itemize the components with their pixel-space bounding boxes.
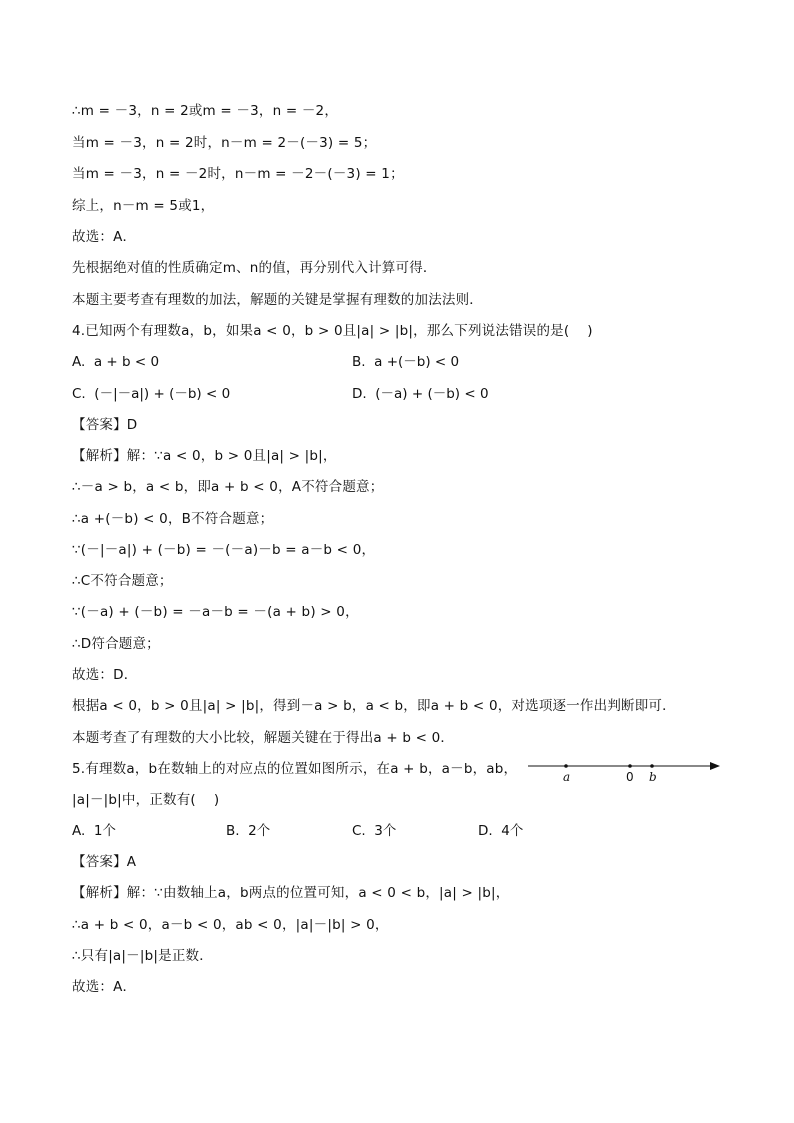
number-line-arrow bbox=[710, 762, 720, 770]
text-line: ∴－a > b，a < b，即a + b < 0，A不符合题意； bbox=[72, 479, 384, 495]
point-b bbox=[650, 764, 654, 768]
label-zero: 0 bbox=[626, 770, 634, 784]
number-line bbox=[528, 754, 728, 784]
q4-option-a: A. a + b < 0 bbox=[72, 354, 160, 370]
text-line: 当m = －3，n = 2时，n－m = 2－(－3) = 5； bbox=[72, 135, 377, 151]
q5-option-a: A. 1个 bbox=[72, 823, 116, 839]
text-line: 综上，n－m = 5或1， bbox=[72, 198, 215, 214]
text-line: 本题考查了有理数的大小比较，解题关键在于得出a + b < 0． bbox=[72, 730, 455, 746]
analysis-4: 【解析】解：∵a < 0，b > 0且|a| > |b|， bbox=[72, 448, 337, 464]
point-a bbox=[564, 764, 568, 768]
text-line: 故选：A． bbox=[72, 979, 137, 995]
q5-option-d: D. 4个 bbox=[478, 823, 524, 839]
text-line: 本题主要考查有理数的加法，解题的关键是掌握有理数的加法法则． bbox=[72, 292, 483, 308]
text-line: 故选：D． bbox=[72, 667, 138, 683]
text-line: |a|－|b|中，正数有( ) bbox=[72, 792, 220, 808]
answer-5: 【答案】A bbox=[72, 854, 137, 870]
text-line: 根据a < 0，b > 0且|a| > |b|，得到－a > b，a < b，即a + b < 0，对选项逐一作出判断即可． bbox=[72, 698, 676, 714]
text-line: ∴a + b < 0，a－b < 0，ab < 0，|a|－|b| > 0， bbox=[72, 917, 389, 933]
text-line: ∴m = －3，n = 2或m = －3，n = －2， bbox=[72, 103, 339, 119]
text-line: 先根据绝对值的性质确定m、n的值，再分别代入计算可得． bbox=[72, 260, 437, 276]
q5-option-b: B. 2个 bbox=[226, 823, 271, 839]
q4-option-c: C. (－|－a|) + (－b) < 0 bbox=[72, 386, 231, 402]
question-5: 5.有理数a，b在数轴上的对应点的位置如图所示，在a + b，a－b，ab， bbox=[72, 761, 518, 777]
q5-option-c: C. 3个 bbox=[352, 823, 397, 839]
question-4: 4.已知两个有理数a，b，如果a < 0，b > 0且|a| > |b|，那么下列说法错误的是( ) bbox=[72, 323, 593, 339]
point-zero bbox=[628, 764, 632, 768]
label-b: b bbox=[649, 770, 657, 784]
text-line: ∴C不符合题意； bbox=[72, 573, 173, 589]
text-line: 当m = －3，n = －2时，n－m = －2－(－3) = 1； bbox=[72, 166, 404, 182]
text-line: ∴D符合题意； bbox=[72, 636, 160, 652]
text-line: ∵(－|－a|) + (－b) = －(－a)－b = a－b < 0， bbox=[72, 542, 376, 558]
label-a: a bbox=[563, 770, 571, 784]
text-line: ∴a +(－b) < 0，B不符合题意； bbox=[72, 511, 274, 527]
answer-4: 【答案】D bbox=[72, 417, 138, 433]
text-line: ∴只有|a|－|b|是正数． bbox=[72, 948, 213, 964]
q4-option-b: B. a +(－b) < 0 bbox=[352, 354, 460, 370]
analysis-5: 【解析】解：∵由数轴上a，b两点的位置可知，a < 0 < b，|a| > |b|， bbox=[72, 885, 510, 901]
q4-option-d: D. (－a) + (－b) < 0 bbox=[352, 386, 489, 402]
number-line-figure bbox=[528, 754, 728, 784]
text-line: 故选：A． bbox=[72, 229, 137, 245]
text-line: ∵(－a) + (－b) = －a－b = －(a + b) > 0， bbox=[72, 604, 359, 620]
